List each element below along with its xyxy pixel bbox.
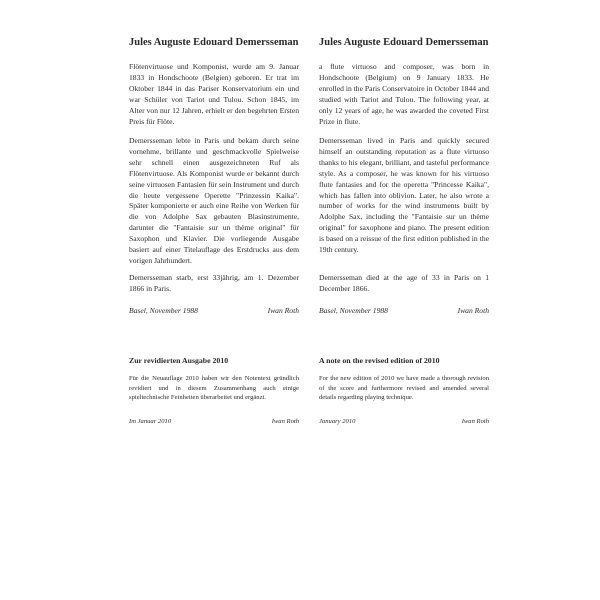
german-title: Jules Auguste Edouard Demersseman [129,37,299,48]
german-paragraph-2: Demersseman lebte in Paris und bekam durch seine vornehme, brillante und geschmackvolle Spielweise sehr schnell einen ausgezeichneten Ruf als Flötenvirtuose. Als Komponist wurde er bekannt durch seine virtuosen Fantasien für sein Instrument und durch die heute vergessene Operette "Prinzessin Kaika". Später komponierte er auch eine Reihe von Werken für die von Adolphe Sax gebauten Blasinstrumente, darunter die "Fantaisie sur un thème original" für Saxophon und Klavier. Die vorliegende Ausgabe basiert auf einer Titelauflage des Erstdrucks aus dem vorigen Jahrhundert. [129,136,299,265]
german-revision-signature-name: Iwan Roth [271,418,299,425]
english-revision-title: A note on the revised edition of 2010 [319,356,440,365]
english-revision-signature-place: January 2010 [319,418,356,425]
german-revision-title: Zur revidierten Ausgabe 2010 [129,356,229,365]
english-revision-signature [319,418,489,425]
english-paragraph-3: Demersseman died at the age of 33 in Paris on 1 December 1866. [319,273,489,293]
german-signature-place: Basel, November 1988 [129,306,198,315]
english-paragraph-1: a flute virtuoso and composer, was born in Hondschoote (Belgium) on 9 January 1833. He enrolled in the Paris Conservatoire in October 1844 and studied with Tariot and Tulou. The following year, at only 12 years of age, he was awarded the coveted First Prize in flute. [319,62,489,126]
german-paragraph-3: Demersseman starb, erst 33jährig, am 1. Dezember 1866 in Paris. [129,273,299,293]
german-revision-signature-place: Im Januar 2010 [129,418,172,425]
english-revision-signature-name: Iwan Roth [461,418,489,425]
english-revision-text: For the new edition of 2010 we have made a thorough revision of the score and furthermore revised and amended several details regarding playing technique. [319,375,489,402]
german-signature [129,306,299,315]
german-paragraph-1: Flötenvirtuose und Komponist, wurde am 9. Januar 1833 in Hondschoote (Belgien) geboren. Er trat im Oktober 1844 in das Pariser Konservatorium ein und war Schüler von Tariot und Tulou. Schon 1845, im Alter von nur 12 Jahren, erhielt er den begehrten Ersten Preis für Flöte. [129,62,299,126]
english-paragraph-2: Demersseman lived in Paris and quickly secured himself an outstanding reputation as a flute virtuoso thanks to his elegant, brilliant, and tasteful performance style. As a composer, he was known for his virtuoso flute fantasies and for the operetta "Princesse Kaika", which has fallen into oblivion. Later, he also wrote a number of works for the wind instruments built by Adolphe Sax, including the "Fantaisie sur un thème original" for saxophone and piano. The present edition is based on a reissue of the first edition published in the 19th century. [319,136,489,255]
english-signature [319,306,489,315]
german-signature-name: Iwan Roth [267,306,299,315]
english-title: Jules Auguste Edouard Demersseman [319,37,489,48]
english-signature-place: Basel, November 1988 [319,306,388,315]
english-signature-name: Iwan Roth [457,306,489,315]
german-revision-signature [129,418,299,425]
german-revision-text: Für die Neuauflage 2010 haben wir den Notentext gründlich revidiert und in diesem Zusammenhang auch einige spieltechnische Feinheiten überarbeitet und ergänzt. [129,375,299,402]
